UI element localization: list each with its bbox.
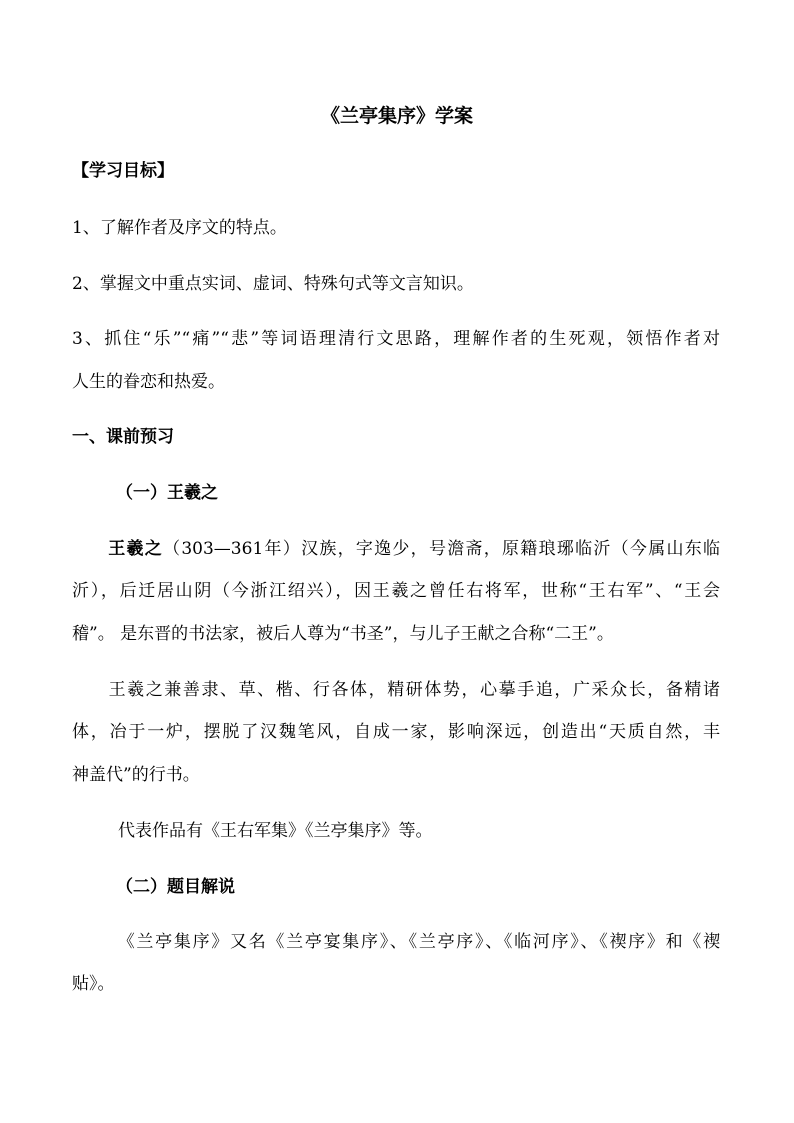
bio-line-1-text: （303—361年）汉族，字逸少，号澹斋，原籍琅琊临沂（今属山东临 xyxy=(163,539,721,559)
style-line-3: 神盖代”的行书。 xyxy=(72,765,200,785)
explain-line-2: 贴》。 xyxy=(72,974,115,994)
objective-item-2: 2、掌握文中重点实词、虚词、特殊句式等文言知识。 xyxy=(72,274,474,294)
subsection-heading-title-explain xyxy=(116,876,235,898)
subsection-heading-wang-xizhi-text: （一）王羲之 xyxy=(116,483,218,503)
style-line-1-text: 王羲之兼善隶、草、楷、行各体，精研体势，心摹手追，广采众长，备精诸 xyxy=(107,680,720,700)
bio-line-1 xyxy=(72,538,720,560)
style-line-2: 体，冶于一炉，摆脱了汉魏笔风，自成一家，影响深远，创造出“天质自然，丰 xyxy=(72,722,720,742)
section-heading-preview: 一、课前预习 xyxy=(72,427,174,447)
subsection-heading-title-explain-text: （二）题目解说 xyxy=(116,877,235,897)
page-title: 《兰亭集序》学案 xyxy=(320,105,473,127)
works-line: 代表作品有《王右军集》《兰亭集序》等。 xyxy=(118,821,433,841)
bio-line-3: 稽”。 是东晋的书法家，被后人尊为“书圣”，与儿子王献之合称“二王”。 xyxy=(72,624,614,644)
subsection-heading-wang-xizhi xyxy=(116,482,218,504)
explain-line-1 xyxy=(72,931,720,953)
objective-item-1: 1、了解作者及序文的特点。 xyxy=(72,218,287,238)
objectives-heading: 【学习目标】 xyxy=(72,161,174,181)
objective-item-3: 3、抓住“乐”“痛”“悲”等词语理清行文思路，理解作者的生死观，领悟作者对 xyxy=(72,329,720,349)
bio-name: 王羲之 xyxy=(107,539,164,559)
explain-line-1-text: 《兰亭集序》又名《兰亭宴集序》、《兰亭序》、《临河序》、《禊序》和《禊 xyxy=(116,932,720,952)
style-line-1 xyxy=(72,679,720,701)
objective-item-3-continued: 人生的眷恋和热爱。 xyxy=(72,372,225,392)
bio-line-2: 沂），后迁居山阴（今浙江绍兴），因王羲之曾任右将军，世称“王右军”、“王会 xyxy=(72,581,720,601)
